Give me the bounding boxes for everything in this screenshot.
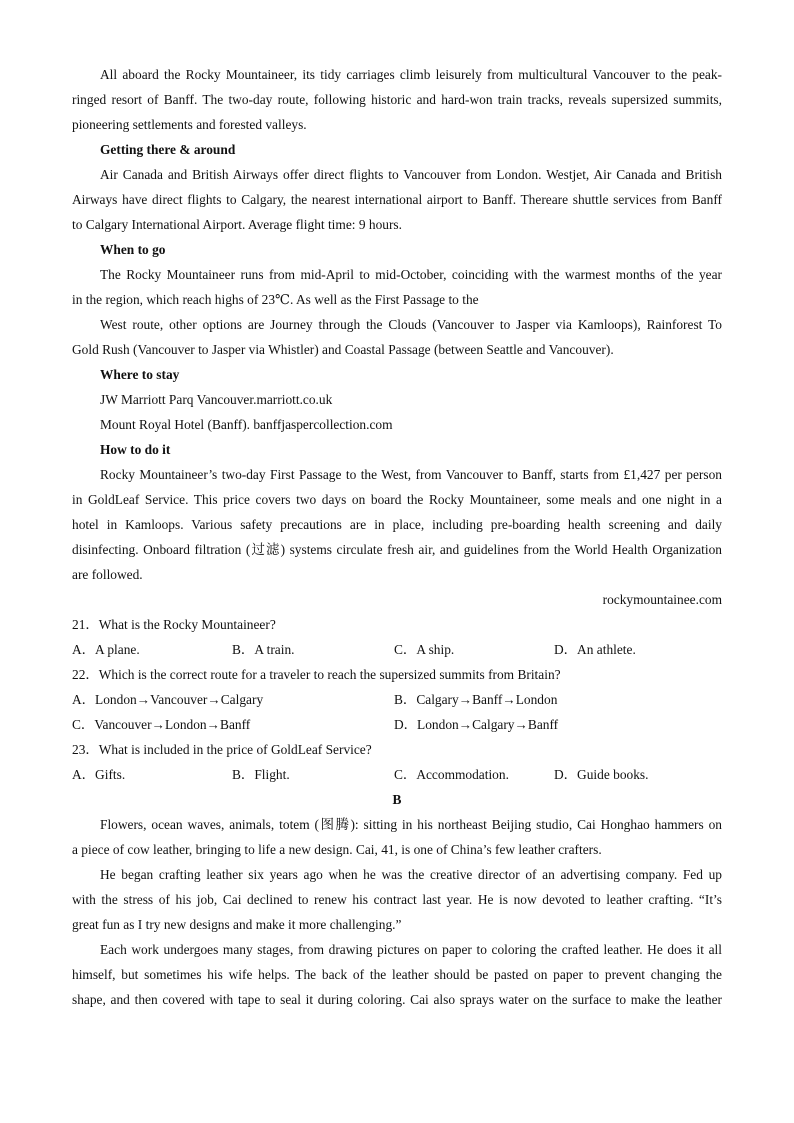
passage-a-how-to-do-it bbox=[72, 462, 722, 587]
text-line: hotel in Kamloops. Various safety precautions are in place, including pre-boarding health screening and daily bbox=[72, 517, 722, 532]
passage-a-getting-there bbox=[72, 162, 722, 237]
option-b: B．A train. bbox=[232, 642, 295, 657]
option-row bbox=[72, 687, 722, 712]
passage-b-paragraph-3 bbox=[72, 937, 722, 1012]
hotel-vancouver: JW Marriott Parq Vancouver.marriott.co.uk bbox=[100, 392, 333, 407]
option-c: C．A ship. bbox=[394, 642, 455, 657]
text-line: disinfecting. Onboard filtration (过滤) systems circulate fresh air, and guidelines from the World Health Organization bbox=[72, 542, 722, 557]
text-line: a piece of cow leather, bringing to life a new design. Cai, 41, is one of China’s few leather crafters. bbox=[72, 842, 602, 857]
text-line: Air Canada and British Airways offer direct flights to Vancouver from London. Westjet, Air Canada and British bbox=[100, 167, 722, 182]
section-heading-getting-there: Getting there & around bbox=[100, 142, 236, 157]
text-line: in GoldLeaf Service. This price covers two days on board the Rocky Mountaineer, some meals and one night in a bbox=[72, 492, 722, 507]
text-line: ringed resort of Banff. The two-day route, following historic and hard-won train tracks, reveals supersized summits, bbox=[72, 92, 722, 107]
option-b: B．Flight. bbox=[232, 767, 290, 782]
passage-b-paragraph-2 bbox=[72, 862, 722, 937]
option-row bbox=[72, 637, 722, 662]
text-line: The Rocky Mountaineer runs from mid-April to mid-October, coinciding with the warmest months of the year bbox=[100, 267, 722, 282]
text-line: Each work undergoes many stages, from drawing pictures on paper to coloring the crafted leather. He does it all bbox=[100, 942, 722, 957]
passage-a-intro bbox=[72, 62, 722, 137]
option-d: D．An athlete. bbox=[554, 642, 636, 657]
question-21 bbox=[72, 612, 722, 662]
question-stem: 23．What is included in the price of GoldLeaf Service? bbox=[72, 742, 372, 757]
option-a: A．A plane. bbox=[72, 642, 140, 657]
section-heading-how-to-do-it: How to do it bbox=[100, 442, 171, 457]
text-line: Flowers, ocean waves, animals, totem (图腾): sitting in his northeast Beijing studio, Cai Honghao hammers on bbox=[100, 817, 722, 832]
question-stem: 22．Which is the correct route for a traveler to reach the supersized summits from Britain? bbox=[72, 667, 561, 682]
text-line: himself, but sometimes his wife helps. The back of the leather should be pasted on paper to prevent changing the bbox=[72, 967, 722, 982]
text-line: pioneering settlements and forested valleys. bbox=[72, 117, 307, 132]
option-b: B．Calgary→Banff→London bbox=[394, 692, 558, 707]
text-line: West route, other options are Journey through the Clouds (Vancouver to Jasper via Kamloops), Rainforest To bbox=[100, 317, 722, 332]
text-line: He began crafting leather six years ago when he was the creative director of an advertising company. Fed up bbox=[100, 867, 722, 882]
question-stem: 21．What is the Rocky Mountaineer? bbox=[72, 617, 276, 632]
option-c: C．Accommodation. bbox=[394, 767, 509, 782]
text-line: to Calgary International Airport. Average flight time: 9 hours. bbox=[72, 217, 402, 232]
text-line: are followed. bbox=[72, 567, 143, 582]
passage-a-when-to-go bbox=[72, 262, 722, 362]
text-line: with the stress of his job, Cai declined to renew his contract last year. He is now devoted to leather crafting. “It’s bbox=[72, 892, 722, 907]
passage-b-label: B bbox=[392, 792, 402, 807]
text-line: in the region, which reach highs of 23℃. As well as the First Passage to the bbox=[72, 292, 479, 307]
text-line: shape, and then covered with tape to seal it during coloring. Cai also sprays water on the surface to make the leather bbox=[72, 992, 722, 1007]
passage-b-paragraph-1 bbox=[72, 812, 722, 862]
source-credit: rockymountainee.com bbox=[602, 592, 722, 607]
question-23 bbox=[72, 737, 722, 787]
option-d: D．London→Calgary→Banff bbox=[394, 717, 559, 732]
text-line: All aboard the Rocky Mountaineer, its tidy carriages climb leisurely from multicultural Vancouver to the peak- bbox=[100, 67, 722, 82]
text-line: Gold Rush (Vancouver to Jasper via Whistler) and Coastal Passage (between Seattle and Vancouver). bbox=[72, 342, 614, 357]
text-line: Airways have direct flights to Calgary, the nearest international airport to Banff. Thereare shuttle services from Banff bbox=[72, 192, 722, 207]
option-row bbox=[72, 712, 722, 737]
option-a: A．London→Vancouver→Calgary bbox=[72, 692, 264, 707]
section-heading-when-to-go: When to go bbox=[100, 242, 166, 257]
question-22 bbox=[72, 662, 722, 737]
option-d: D．Guide books. bbox=[554, 767, 649, 782]
option-a: A．Gifts. bbox=[72, 767, 126, 782]
option-c: C．Vancouver→London→Banff bbox=[72, 717, 251, 732]
text-line: great fun as I try new designs and make it more challenging.” bbox=[72, 917, 402, 932]
option-row bbox=[72, 762, 722, 787]
exam-page bbox=[72, 62, 722, 1012]
text-line: Rocky Mountaineer’s two-day First Passage to the West, from Vancouver to Banff, starts from £1,427 per person bbox=[100, 467, 722, 482]
section-heading-where-to-stay: Where to stay bbox=[100, 367, 180, 382]
hotel-banff: Mount Royal Hotel (Banff). banffjaspercollection.com bbox=[100, 417, 393, 432]
